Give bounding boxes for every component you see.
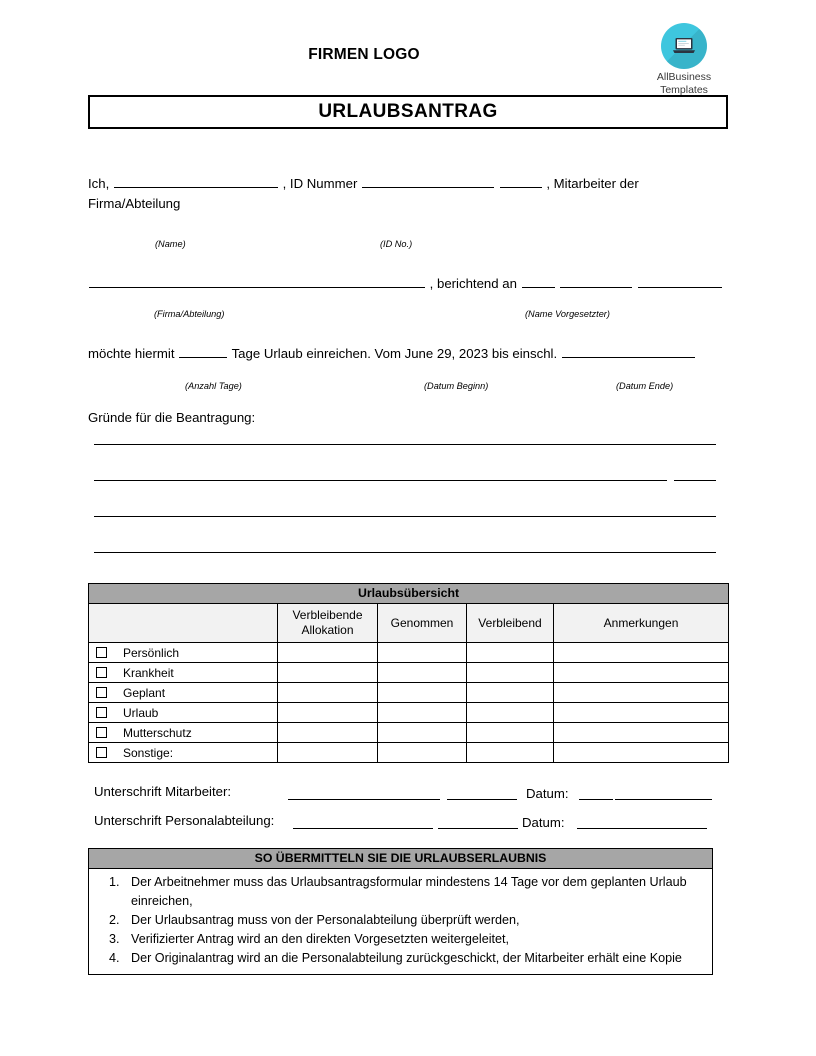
cell-notes-krankheit[interactable] (554, 663, 729, 683)
caption-row-firma-supervisor (88, 304, 728, 322)
reporting-to-row (88, 274, 728, 296)
table-header-row (89, 604, 729, 643)
cell-remaining-geplant[interactable] (467, 683, 554, 703)
cell-allocation-geplant[interactable] (278, 683, 378, 703)
employee-identity-row (88, 174, 728, 194)
caption-datum-ende: (Datum Ende) (616, 381, 674, 391)
row-label-geplant[interactable] (89, 683, 278, 703)
cell-notes-urlaub[interactable] (554, 703, 729, 723)
cell-notes-mutterschutz[interactable] (554, 723, 729, 743)
row-label-sonstige[interactable] (89, 743, 278, 763)
checkbox-sonstige[interactable] (96, 747, 107, 758)
row-label-text-sonstige: Sonstige: (123, 745, 174, 760)
table-title-row (89, 584, 729, 604)
row-label-text-geplant: Geplant (123, 685, 166, 700)
table-row (89, 703, 729, 723)
table-row (89, 663, 729, 683)
row-label-text-persoenlich: Persönlich (123, 645, 180, 660)
reasons-label (88, 408, 728, 428)
hr-signature-label: Unterschrift Personalabteilung: (94, 813, 275, 828)
hr-signature-blank-extra[interactable] (438, 828, 518, 829)
id-number-blank-extra[interactable] (500, 174, 542, 188)
row-label-mutterschutz[interactable] (89, 723, 278, 743)
brand-name-line2: Templates (660, 83, 708, 96)
cell-taken-krankheit[interactable] (378, 663, 467, 683)
cell-remaining-persoenlich[interactable] (467, 643, 554, 663)
column-header-allocation-line2: Allokation (301, 623, 354, 637)
brand-name-line1: AllBusiness (656, 71, 712, 83)
cell-notes-geplant[interactable] (554, 683, 729, 703)
cell-remaining-krankheit[interactable] (467, 663, 554, 683)
end-date-blank[interactable] (562, 344, 695, 358)
moechte-hiermit-label: möchte hiermit (88, 346, 175, 361)
column-header-blank (89, 604, 278, 643)
cell-taken-mutterschutz[interactable] (378, 723, 467, 743)
instructions-list (89, 869, 712, 974)
cell-remaining-mutterschutz[interactable] (467, 723, 554, 743)
table-title: Urlaubsübersicht (89, 584, 729, 604)
anzahl-tage-blank[interactable] (179, 344, 227, 358)
submission-instructions-box (88, 848, 713, 975)
employee-date-label: Datum: (526, 786, 569, 801)
row-label-text-krankheit: Krankheit (123, 665, 174, 680)
bis-einschl-label: bis einschl. (491, 346, 558, 361)
reason-line-1[interactable] (94, 444, 716, 445)
cell-taken-geplant[interactable] (378, 683, 467, 703)
signature-block (94, 782, 716, 840)
checkbox-geplant[interactable] (96, 687, 107, 698)
name-blank[interactable] (114, 174, 278, 188)
firma-abteilung-row (88, 194, 728, 214)
employee-date-blank-1[interactable] (579, 799, 613, 800)
form-title-box (88, 95, 728, 129)
employee-signature-row (94, 782, 716, 811)
column-header-notes: Anmerkungen (554, 604, 729, 643)
reason-line-2b[interactable] (674, 480, 716, 481)
employee-signature-blank-extra[interactable] (447, 799, 517, 800)
hr-date-label: Datum: (522, 815, 565, 830)
column-header-remaining: Verbleibend (467, 604, 554, 643)
row-label-krankheit[interactable] (89, 663, 278, 683)
caption-datum-beginn: (Datum Beginn) (424, 381, 489, 391)
berichtend-an-label: , berichtend an (429, 276, 517, 291)
caption-name-vorgesetzter: (Name Vorgesetzter) (525, 309, 610, 319)
supervisor-blank-3[interactable] (638, 274, 722, 288)
checkbox-persoenlich[interactable] (96, 647, 107, 658)
cell-allocation-persoenlich[interactable] (278, 643, 378, 663)
company-logo-placeholder: FIRMEN LOGO (308, 46, 420, 63)
id-number-blank[interactable] (362, 174, 494, 188)
employee-signature-blank[interactable] (288, 799, 440, 800)
employee-signature-label: Unterschrift Mitarbeiter: (94, 784, 232, 799)
hr-date-blank[interactable] (577, 828, 707, 829)
reason-line-2a[interactable] (94, 480, 667, 481)
cell-taken-sonstige[interactable] (378, 743, 467, 763)
tage-urlaub-label: Tage Urlaub einreichen. Vom (231, 346, 401, 361)
form-body (88, 174, 728, 428)
cell-allocation-urlaub[interactable] (278, 703, 378, 723)
checkbox-krankheit[interactable] (96, 667, 107, 678)
cell-notes-sonstige[interactable] (554, 743, 729, 763)
employee-date-blank-2[interactable] (615, 799, 712, 800)
laptop-icon (661, 23, 707, 69)
column-header-allocation-line1: Verbleibende (292, 608, 363, 622)
hr-signature-row (94, 811, 716, 840)
reason-line-3[interactable] (94, 516, 716, 517)
caption-anzahl-tage: (Anzahl Tage) (185, 381, 242, 391)
caption-row-dates (88, 376, 728, 394)
mitarbeiter-der-label: , Mitarbeiter der (546, 176, 639, 191)
ich-label: Ich, (88, 176, 110, 191)
cell-allocation-krankheit[interactable] (278, 663, 378, 683)
table-row (89, 723, 729, 743)
table-row (89, 743, 729, 763)
allbusiness-templates-logo (645, 23, 723, 96)
id-nummer-label: , ID Nummer (282, 176, 358, 191)
table-row (89, 643, 729, 663)
supervisor-blank-2[interactable] (560, 274, 632, 288)
caption-row-name-id (88, 234, 728, 252)
caption-name: (Name) (155, 239, 186, 249)
page-title: URLAUBSANTRAG (318, 101, 498, 122)
row-label-text-urlaub: Urlaub (123, 705, 159, 720)
cell-taken-persoenlich[interactable] (378, 643, 467, 663)
checkbox-urlaub[interactable] (96, 707, 107, 718)
caption-firma-abteilung: (Firma/Abteilung) (154, 309, 225, 319)
cell-remaining-urlaub[interactable] (467, 703, 554, 723)
reason-line-4[interactable] (94, 552, 716, 553)
instructions-heading: SO ÜBERMITTELN SIE DIE URLAUBSERLAUBNIS (89, 849, 712, 869)
vacation-period-row (88, 344, 728, 364)
row-label-persoenlich[interactable] (89, 643, 278, 663)
cell-remaining-sonstige[interactable] (467, 743, 554, 763)
cell-taken-urlaub[interactable] (378, 703, 467, 723)
cell-allocation-sonstige[interactable] (278, 743, 378, 763)
gruende-label-text: Gründe für die Beantragung: (88, 410, 256, 425)
row-label-urlaub[interactable] (89, 703, 278, 723)
table-row (89, 683, 729, 703)
cell-allocation-mutterschutz[interactable] (278, 723, 378, 743)
list-item: 2. Der Urlaubsantrag muss von der Personalabteilung überprüft werden, (123, 911, 702, 930)
vacation-summary-table (88, 583, 729, 763)
firma-abteilung-label: Firma/Abteilung (88, 196, 181, 211)
column-header-allocation (278, 604, 378, 643)
caption-id-no: (ID No.) (380, 239, 413, 249)
firma-abteilung-blank[interactable] (89, 274, 425, 288)
column-header-taken: Genommen (378, 604, 467, 643)
list-item: 3. Verifizierter Antrag wird an den direkten Vorgesetzten weitergeleitet, (123, 930, 702, 949)
list-item: 1. Der Arbeitnehmer muss das Urlaubsantragsformular mindestens 14 Tage vor dem geplanten Urlaub einreichen, (123, 873, 702, 911)
supervisor-blank-1[interactable] (522, 274, 555, 288)
checkbox-mutterschutz[interactable] (96, 727, 107, 738)
hr-signature-blank[interactable] (293, 828, 433, 829)
row-label-text-mutterschutz: Mutterschutz (123, 725, 192, 740)
start-date-value[interactable]: June 29, 2023 (404, 346, 489, 361)
cell-notes-persoenlich[interactable] (554, 643, 729, 663)
list-item: 4. Der Originalantrag wird an die Personalabteilung zurückgeschickt, der Mitarbeiter erhält eine Kopie (123, 949, 702, 968)
